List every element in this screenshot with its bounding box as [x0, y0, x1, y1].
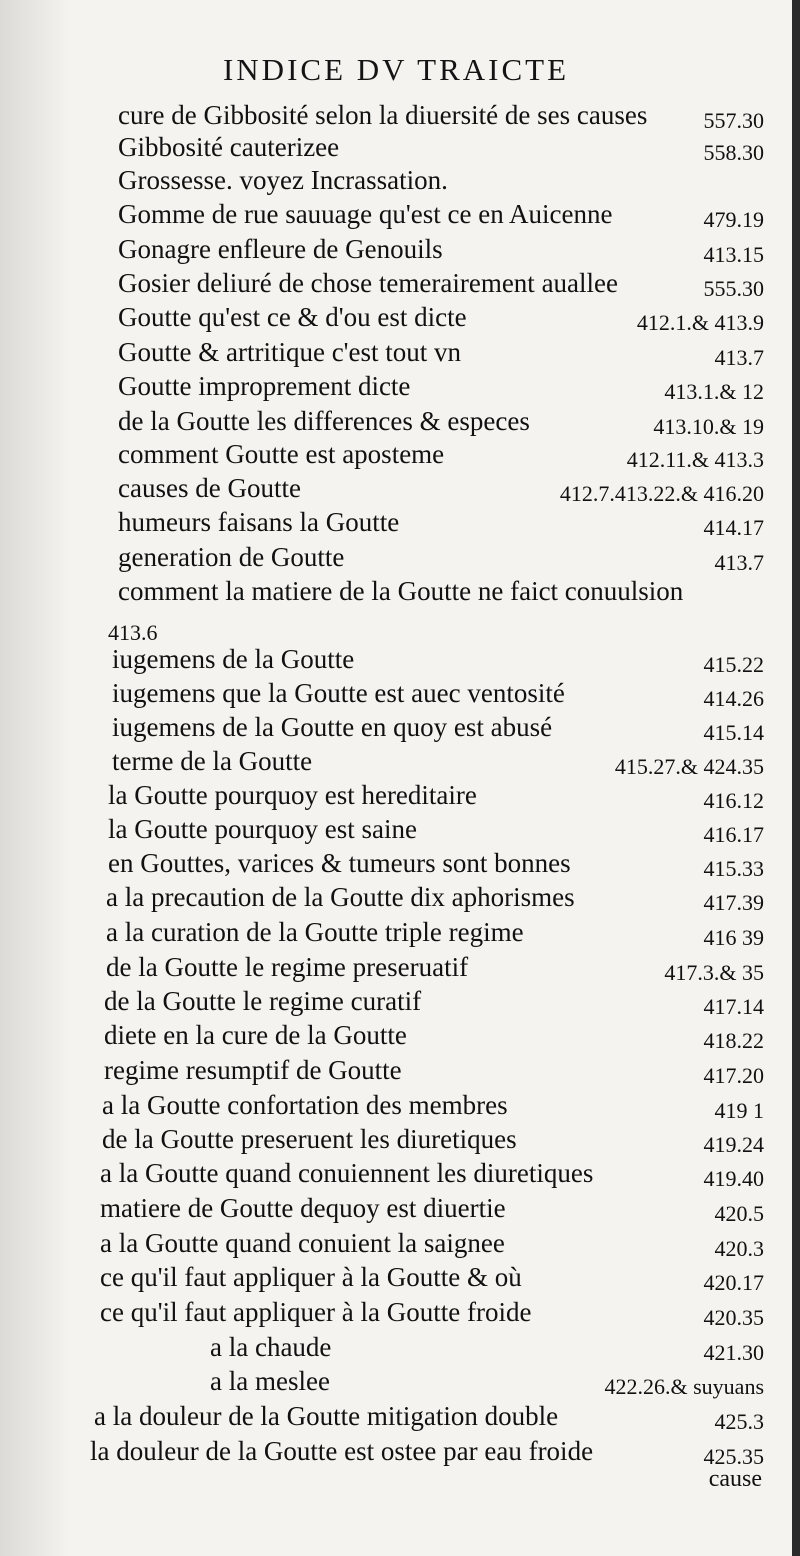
index-entry	[0, 880, 792, 920]
entry-text: la Goutte pourquoy est saine	[108, 814, 417, 844]
index-entry	[0, 369, 792, 409]
entry-page-ref: 417.3.& 35	[664, 960, 764, 985]
entry-text: humeurs faisans la Goutte	[118, 507, 400, 537]
entry-page-ref: 417.20	[703, 1063, 764, 1088]
catchword: cause	[708, 1466, 762, 1492]
entry-text: Gonagre enfleure de Genouils	[118, 234, 443, 264]
entry-page-ref: 558.30	[703, 140, 764, 165]
entry-page-ref: 414.17	[703, 515, 764, 540]
entry-page-ref: 418.22	[703, 1028, 764, 1053]
entry-page-ref: 414.26	[703, 686, 764, 711]
entry-page-ref: 555.30	[703, 276, 764, 301]
entry-page-ref: 413.7	[714, 345, 764, 370]
entry-page-ref: 420.17	[703, 1270, 764, 1295]
index-entry	[0, 1434, 792, 1474]
entry-page-ref: 419 1	[714, 1098, 764, 1123]
entry-page-ref: 479.19	[703, 207, 764, 232]
entry-text: a la precaution de la Goutte dix aphorismes	[106, 882, 575, 912]
entry-text: cure de Gibbosité selon la diuersité de ses causes	[118, 100, 648, 130]
entry-text: a la Goutte quand conuiennent les diuretiques	[100, 1158, 594, 1188]
entry-page-ref: 413.1.& 12	[664, 379, 764, 404]
entry-page-ref: 413.10.& 19	[653, 414, 764, 439]
entry-text: de la Goutte preseruent les diuretiques	[102, 1124, 517, 1154]
entry-page-ref: 415.33	[703, 856, 764, 881]
entry-text: a la douleur de la Goutte mitigation double	[94, 1401, 559, 1431]
entry-text: regime resumptif de Goutte	[104, 1055, 402, 1085]
entry-text: de la Goutte le regime curatif	[104, 986, 422, 1016]
entry-page-ref: 425.3	[714, 1409, 764, 1434]
entry-page-ref: 415.27.& 424.35	[614, 754, 764, 779]
page-header: INDICE DV TRAICTE	[222, 52, 570, 87]
index-entry	[0, 1156, 792, 1196]
entry-page-ref: 412.1.& 413.9	[636, 310, 764, 335]
entry-page-ref: 557.30	[703, 108, 764, 133]
entry-text: causes de Goutte	[118, 473, 301, 503]
entry-text: Gosier deliuré de chose temerairement auallee	[118, 268, 619, 298]
entry-text: iugemens de la Goutte en quoy est abusé	[112, 712, 553, 742]
entry-text: matiere de Goutte dequoy est diuertie	[100, 1193, 506, 1223]
entry-page-ref: 413.7	[714, 550, 764, 575]
entry-text: Gibbosité cauterizee	[118, 132, 340, 162]
entry-page-ref: 417.39	[703, 890, 764, 915]
entry-text: iugemens de la Goutte	[112, 644, 355, 674]
entry-page-ref: 425.35	[703, 1444, 764, 1469]
index-entry	[0, 915, 792, 955]
entry-page-ref: 419.24	[703, 1132, 764, 1157]
index-entry	[0, 1364, 792, 1404]
entry-page-ref: 420.35	[703, 1305, 764, 1330]
entry-text: Grossesse. voyez Incrassation.	[118, 165, 448, 195]
entry-text: ce qu'il faut appliquer à la Goutte & où	[100, 1262, 522, 1292]
entry-text: terme de la Goutte	[112, 746, 313, 776]
entry-page-ref: 416.12	[703, 788, 764, 813]
entry-page-ref: 420.5	[714, 1201, 764, 1226]
index-entry	[0, 1018, 792, 1058]
entry-text: diete en la cure de la Goutte	[104, 1020, 407, 1050]
entry-text: en Gouttes, varices & tumeurs sont bonnes	[108, 848, 571, 878]
entry-page-ref: 412.7.413.22.& 416.20	[559, 481, 764, 506]
entry-text: a la Goutte quand conuient la saignee	[100, 1228, 505, 1258]
entry-page-ref: 417.14	[703, 994, 764, 1019]
entry-text: Goutte improprement dicte	[118, 371, 411, 401]
entry-text: comment Goutte est aposteme	[118, 439, 445, 469]
entry-text: la Goutte pourquoy est hereditaire	[108, 780, 477, 810]
index-entry	[0, 300, 792, 340]
entry-text: a la Goutte confortation des membres	[102, 1090, 508, 1120]
index-entry	[0, 505, 792, 545]
entry-text: comment la matiere de la Goutte ne faict conuulsion	[118, 576, 684, 606]
entry-text: de la Goutte les differences & especes	[118, 406, 530, 436]
index-entry	[0, 1191, 792, 1231]
entry-text: a la meslee	[210, 1366, 330, 1396]
entry-text: ce qu'il faut appliquer à la Goutte froide	[100, 1297, 532, 1327]
entry-page-ref: 420.3	[714, 1236, 764, 1261]
entry-text: la douleur de la Goutte est ostee par eau froide	[90, 1436, 594, 1466]
index-entry	[0, 1399, 792, 1439]
index-entry	[0, 197, 792, 237]
entry-page-ref: 419.40	[703, 1166, 764, 1191]
entry-page-ref: 416 39	[703, 925, 764, 950]
entry-page-ref: 422.26.& suyuans	[604, 1374, 764, 1399]
entry-text: 413.6	[108, 620, 158, 645]
entry-text: de la Goutte le regime preseruatif	[106, 952, 469, 982]
index-entry	[0, 1260, 792, 1300]
entry-text: Goutte & artritique c'est tout vn	[118, 337, 462, 367]
page-edge	[792, 0, 800, 1556]
entry-text: iugemens que la Goutte est auec ventosité	[112, 678, 565, 708]
entry-text: a la chaude	[210, 1332, 332, 1362]
entry-text: generation de Goutte	[118, 542, 345, 572]
entry-page-ref: 415.14	[703, 720, 764, 745]
entry-page-ref: 413.15	[703, 242, 764, 267]
entry-page-ref: 416.17	[703, 822, 764, 847]
entry-page-ref: 415.22	[703, 652, 764, 677]
entry-page-ref: 421.30	[703, 1340, 764, 1365]
entry-text: Goutte qu'est ce & d'ou est dicte	[118, 302, 467, 332]
entry-text: Gomme de rue sauuage qu'est ce en Auicenne	[118, 199, 613, 229]
index-entry	[0, 1295, 792, 1335]
entry-text: a la curation de la Goutte triple regime	[106, 917, 524, 947]
index-entry	[0, 1053, 792, 1093]
entry-page-ref: 412.11.& 413.3	[626, 447, 764, 472]
